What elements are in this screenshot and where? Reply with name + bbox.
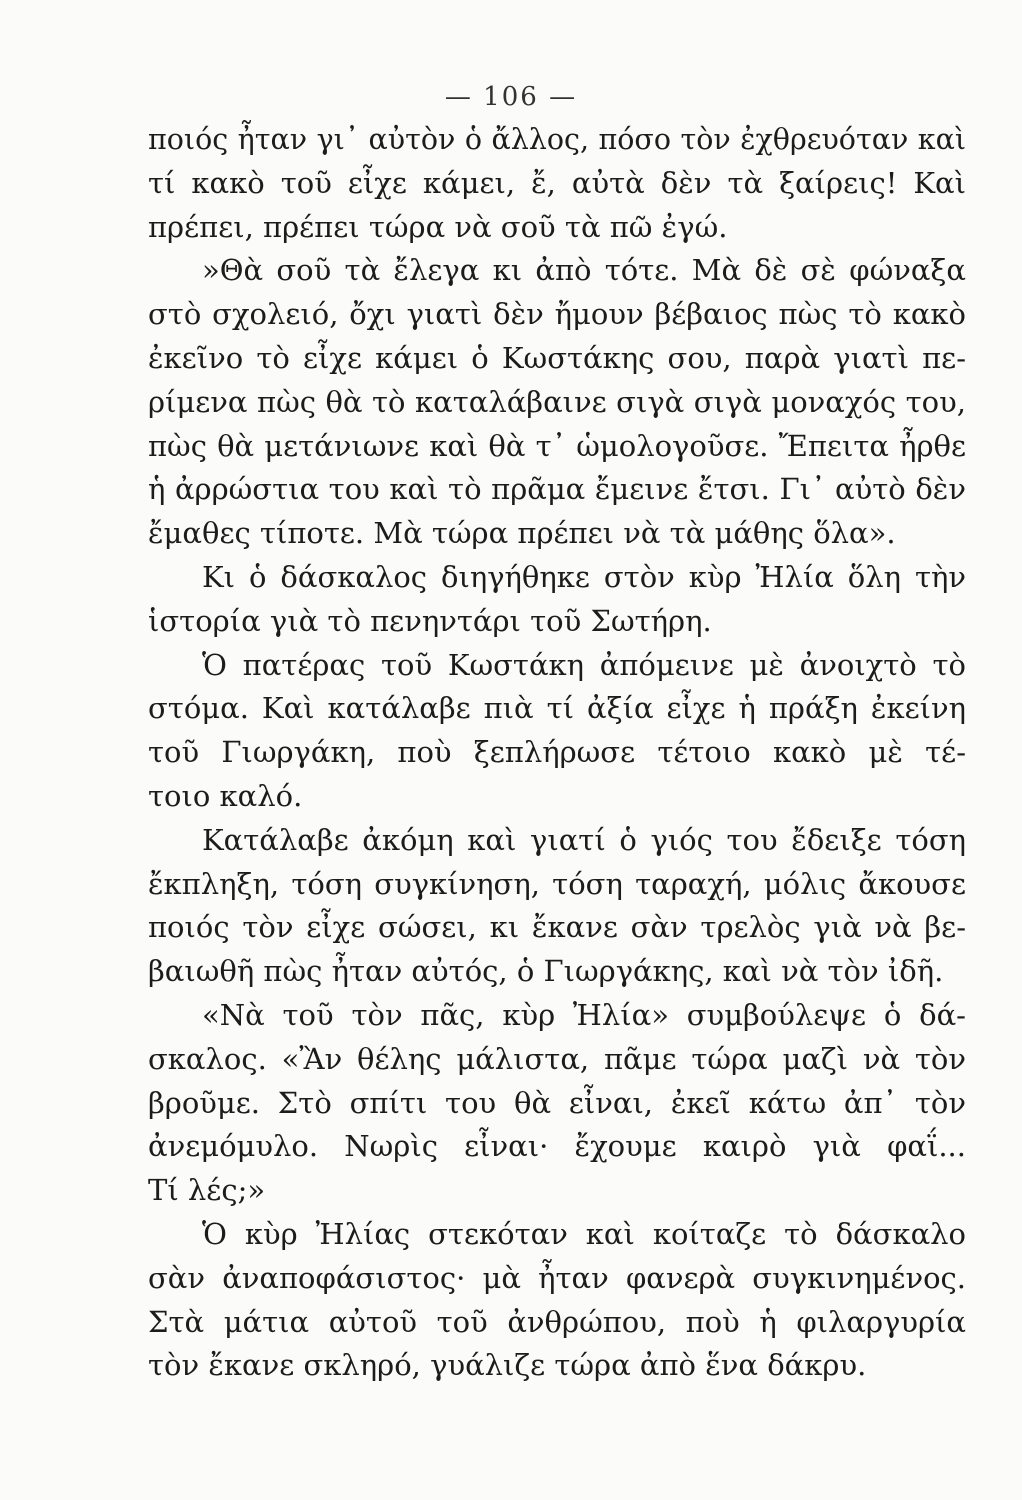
body-text [148,118,966,1388]
text-line: ἀνεμόμυλο. Νωρὶς εἶναι· ἔχουμε καιρὸ γιὰ φαΐ... [148,1129,966,1164]
text-line: πρέπει, πρέπει τώρα νὰ σοῦ τὰ πῶ ἐγώ. [148,209,728,244]
text-line: ποιός τὸν εἶχε σώσει, κι ἔκανε σὰν τρελὸς γιὰ νὰ βε- [148,910,966,945]
text-line: «Νὰ τοῦ τὸν πᾶς, κὺρ Ἠλία» συμβούλεψε ὁ δά- [202,997,966,1032]
text-line: ἱστορία γιὰ τὸ πενηντάρι τοῦ Σωτήρη. [148,603,712,638]
text-line: πὼς θὰ μετάνιωνε καὶ θὰ τ᾽ ὡμολογοῦσε. Ἔπειτα ἦρθε [148,428,966,463]
text-line: Ὁ πατέρας τοῦ Κωστάκη ἀπόμεινε μὲ ἀνοιχτὸ τὸ [202,647,966,682]
text-line: βροῦμε. Στὸ σπίτι του θὰ εἶναι, ἐκεῖ κάτω ἀπ᾽ τὸν [148,1085,966,1120]
text-line: ρίμενα πὼς θὰ τὸ καταλάβαινε σιγὰ σιγὰ μοναχός του, [148,384,966,419]
text-line: στόμα. Καὶ κατάλαβε πιὰ τί ἀξία εἶχε ἡ πράξη ἐκείνη [148,691,966,726]
text-line: τί κακὸ τοῦ εἶχε κάμει, ἔ, αὐτὰ δὲν τὰ ξαίρεις! Καὶ [148,165,966,200]
text-line: Τί λές;» [148,1173,266,1208]
text-line: σκαλος. «Ἂν θέλης μάλιστα, πᾶμε τώρα μαζὶ νὰ τὸν [148,1041,966,1076]
page-number: — 106 — [444,82,578,112]
text-line: βαιωθῆ πὼς ἦταν αὐτός, ὁ Γιωργάκης, καὶ νὰ τὸν ἰδῆ. [148,954,944,989]
text-line: Κι ὁ δάσκαλος διηγήθηκε στὸν κὺρ Ἠλία ὅλη τὴν [202,559,966,594]
text-line: ἔκπληξη, τόση συγκίνηση, τόση ταραχή, μόλις ἄκουσε [148,866,966,901]
text-line: σὰν ἀναποφάσιστος· μὰ ἦταν φανερὰ συγκινημένος. [148,1260,966,1295]
text-line: τοῦ Γιωργάκη, ποὺ ξεπλήρωσε τέτοιο κακὸ μὲ τέ- [148,735,966,770]
text-line: Ὁ κὺρ Ἠλίας στεκόταν καὶ κοίταζε τὸ δάσκαλο [202,1216,966,1251]
text-line: τοιο καλό. [148,778,303,813]
text-line: τὸν ἔκανε σκληρό, γυάλιζε τώρα ἀπὸ ἕνα δάκρυ. [148,1348,867,1383]
text-line: ποιός ἦταν γι᾽ αὐτὸν ὁ ἄλλος, πόσο τὸν ἐχθρευόταν καὶ [148,123,966,156]
text-line: »Θὰ σοῦ τὰ ἔλεγα κι ἀπὸ τότε. Μὰ δὲ σὲ φώναξα [202,253,966,288]
text-line: ἐκεῖνο τὸ εἶχε κάμει ὁ Κωστάκης σου, παρὰ γιατὶ πε- [148,340,966,375]
text-line: στὸ σχολειό, ὄχι γιατὶ δὲν ἤμουν βέβαιος πὼς τὸ κακὸ [148,297,966,332]
text-line: Στὰ μάτια αὐτοῦ τοῦ ἀνθρώπου, ποὺ ἡ φιλαργυρία [148,1304,966,1339]
text-line: ἡ ἀρρώστια του καὶ τὸ πρᾶμα ἔμεινε ἔτσι. Γι᾽ αὐτὸ δὲν [148,472,966,507]
text-line: Κατάλαβε ἀκόμη καὶ γιατί ὁ γιός του ἔδειξε τόση [202,822,966,857]
text-line: ἔμαθες τίποτε. Μὰ τώρα πρέπει νὰ τὰ μάθης ὅλα». [148,516,896,551]
